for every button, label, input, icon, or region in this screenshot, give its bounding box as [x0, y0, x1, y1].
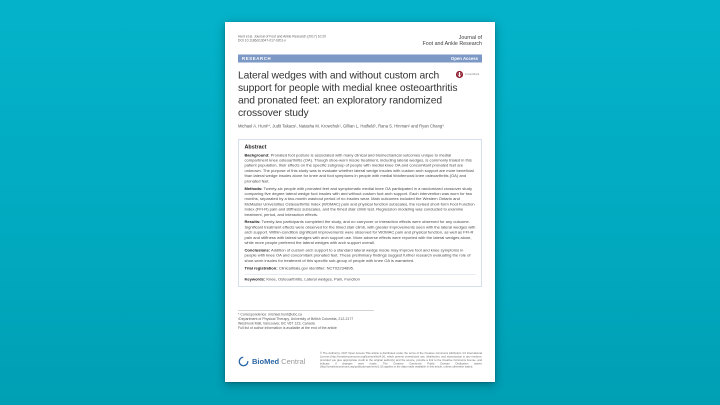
journal-name-line1: Journal of	[458, 34, 482, 41]
keywords-label: Keywords:	[244, 277, 266, 282]
abstract-text-trial-registration: Clinicaltrials.gov identifier: NCT02234895.	[278, 265, 355, 271]
open-access-label: Open Access	[450, 55, 478, 61]
crossmark-badge	[453, 70, 482, 78]
crossmark-label: CrossMark	[464, 72, 480, 76]
article-type-label: RESEARCH	[242, 55, 272, 61]
copyright-text: © The Author(s). 2017 Open Access This article is distributed under the terms of the Creative Commons Attribution 4.0 International License (http://creativecommons.org/licenses/by/4.0/), which permits unrestricted use, distribution, and reproduction in any medium, provided you give appropriate credit to the original author(s) and the source, provide a link to the Creative Commons license, and indicate if changes were made. The Creative Commons Public Domain Dedication waiver (http://creativecommons.org/publicdomain/zero/1.0/) applies to the data made available in this article, unless otherwise stated.	[320, 352, 482, 369]
abstract-label-methods: Methods:	[244, 186, 263, 191]
abstract-text-conclusions: Addition of custom arch support to a standard lateral wedge insole may improve foot and knee symptoms in people with knee OA and concomitant pronated feet. These preliminary findings suggest further research evaluating the role of shoe-worn insoles for treatment of this specific sub-group of people with knee OA is warranted.	[244, 248, 471, 263]
crossmark-icon	[456, 70, 464, 78]
bmc-logo-text	[252, 357, 305, 366]
abstract-section-results	[245, 220, 476, 246]
journal-name-line2: Foot and Ankle Research	[422, 40, 482, 47]
footnote-block	[238, 310, 482, 331]
biomed-central-logo	[238, 356, 313, 367]
abstract-text-background: Pronated foot posture is associated with many clinical and biomechanical outcomes unique to medial compartment knee osteoarthritis (OA). Though shoe-worn insole treatment, including lateral wedges, is commonly trialed in this patient population, their effects on the specific subgroup of people with medial knee OA and concomitant pronated feet are unknown. The purpose of this study was to evaluate whether lateral wedge insoles with custom arch support are more beneficial than lateral wedge insoles alone for knee and foot symptoms in people with medial tibiofemoral knee osteoarthritis (OA) and pronated feet.	[244, 152, 474, 184]
bmc-logo-icon	[238, 356, 249, 367]
bmc-logo-text-primary: BioMed	[252, 357, 280, 366]
abstract-text-methods: Twenty-six people with pronated feet and symptomatic medial knee OA participated in a randomized crossover study comparing five degree lateral wedge foot insoles with and without custom foot arch support. Each intervention was worn for two months, separated by a two-month washout period of no insoles wear. Main outcomes included the Western Ontario and McMaster Universities Osteoarthritis Index (WOMAC) pain and physical function subscales, the revised short-form Foot Function Index (FFI-R) pain and stiffness subscales, and the timed stair climb test. Regression modeling was conducted to examine treatment, period, and interaction effects.	[244, 186, 475, 217]
keywords-row	[245, 274, 476, 282]
article-title: Lateral wedges with and without custom arch support for people with medial knee osteoarthritis and pronated feet: an exploratory randomized crossover study	[238, 69, 458, 119]
abstract-text-results: Twenty-two participants completed the study, and no carryover or interaction effects were observed for any outcome. Significant treatment effects were observed for the timed stair climb, with greater improvements seen with the lateral wedges with arch support. Within-condition significant improvements were observed for WOMAC pain and physical function, as well as FFI-R pain and stiffness with lateral wedges with arch support use. More adverse effects were reported with the lateral wedges alone, while more people preferred the lateral wedges with arch support overall.	[244, 219, 476, 246]
abstract-label-conclusions: Conclusions:	[244, 248, 271, 253]
paper-page	[225, 22, 495, 382]
abstract-label-background: Background:	[244, 152, 270, 158]
affiliation-line2: Wesbrook Mall, Vancouver, BC V6T 1Z3, Canada	[238, 321, 315, 326]
correspondence-line: * Correspondence: michael.hunt@ubc.ca	[238, 312, 302, 317]
research-band	[238, 54, 482, 62]
abstract-section-background	[245, 153, 476, 184]
paper-content	[225, 22, 495, 382]
citation-block	[238, 35, 326, 43]
journal-doi: DOI 10.1186/s13047-017-0201-x	[238, 39, 286, 43]
keywords-text: Knee, Osteoarthritis, Lateral wedges, Pain, Function	[266, 277, 360, 282]
author-list: Michael A. Hunt¹*, Judit Takacs¹, Natasha M. Krowchuk¹, Gillian L. Hatfield¹, Rana S. Hinman² and Ryan Chang³	[238, 123, 444, 129]
abstract-label-results: Results:	[244, 219, 261, 225]
crossmark-pill	[456, 70, 480, 78]
bmc-logo-text-secondary: Central	[281, 357, 306, 366]
abstract-heading: Abstract	[244, 143, 267, 150]
journal-citation: Hunt et al. Journal of Foot and Ankle Research (2017) 10:20	[238, 35, 326, 39]
abstract-section-methods	[245, 186, 476, 217]
title-area	[238, 69, 482, 129]
publisher-row	[238, 352, 482, 369]
abstract-section-trial-registration	[245, 266, 476, 271]
abstract-box	[238, 139, 482, 287]
affiliation-line1: ¹Department of Physical Therapy, University of British Columbia, 212-2177	[238, 317, 354, 321]
journal-name	[423, 35, 482, 47]
abstract-section-conclusions	[245, 248, 476, 264]
author-info-note: Full list of author information is available at the end of the article	[238, 326, 337, 330]
page-header	[238, 35, 482, 47]
footnote-rule	[238, 310, 374, 311]
abstract-label-trial-registration: Trial registration:	[244, 265, 278, 271]
